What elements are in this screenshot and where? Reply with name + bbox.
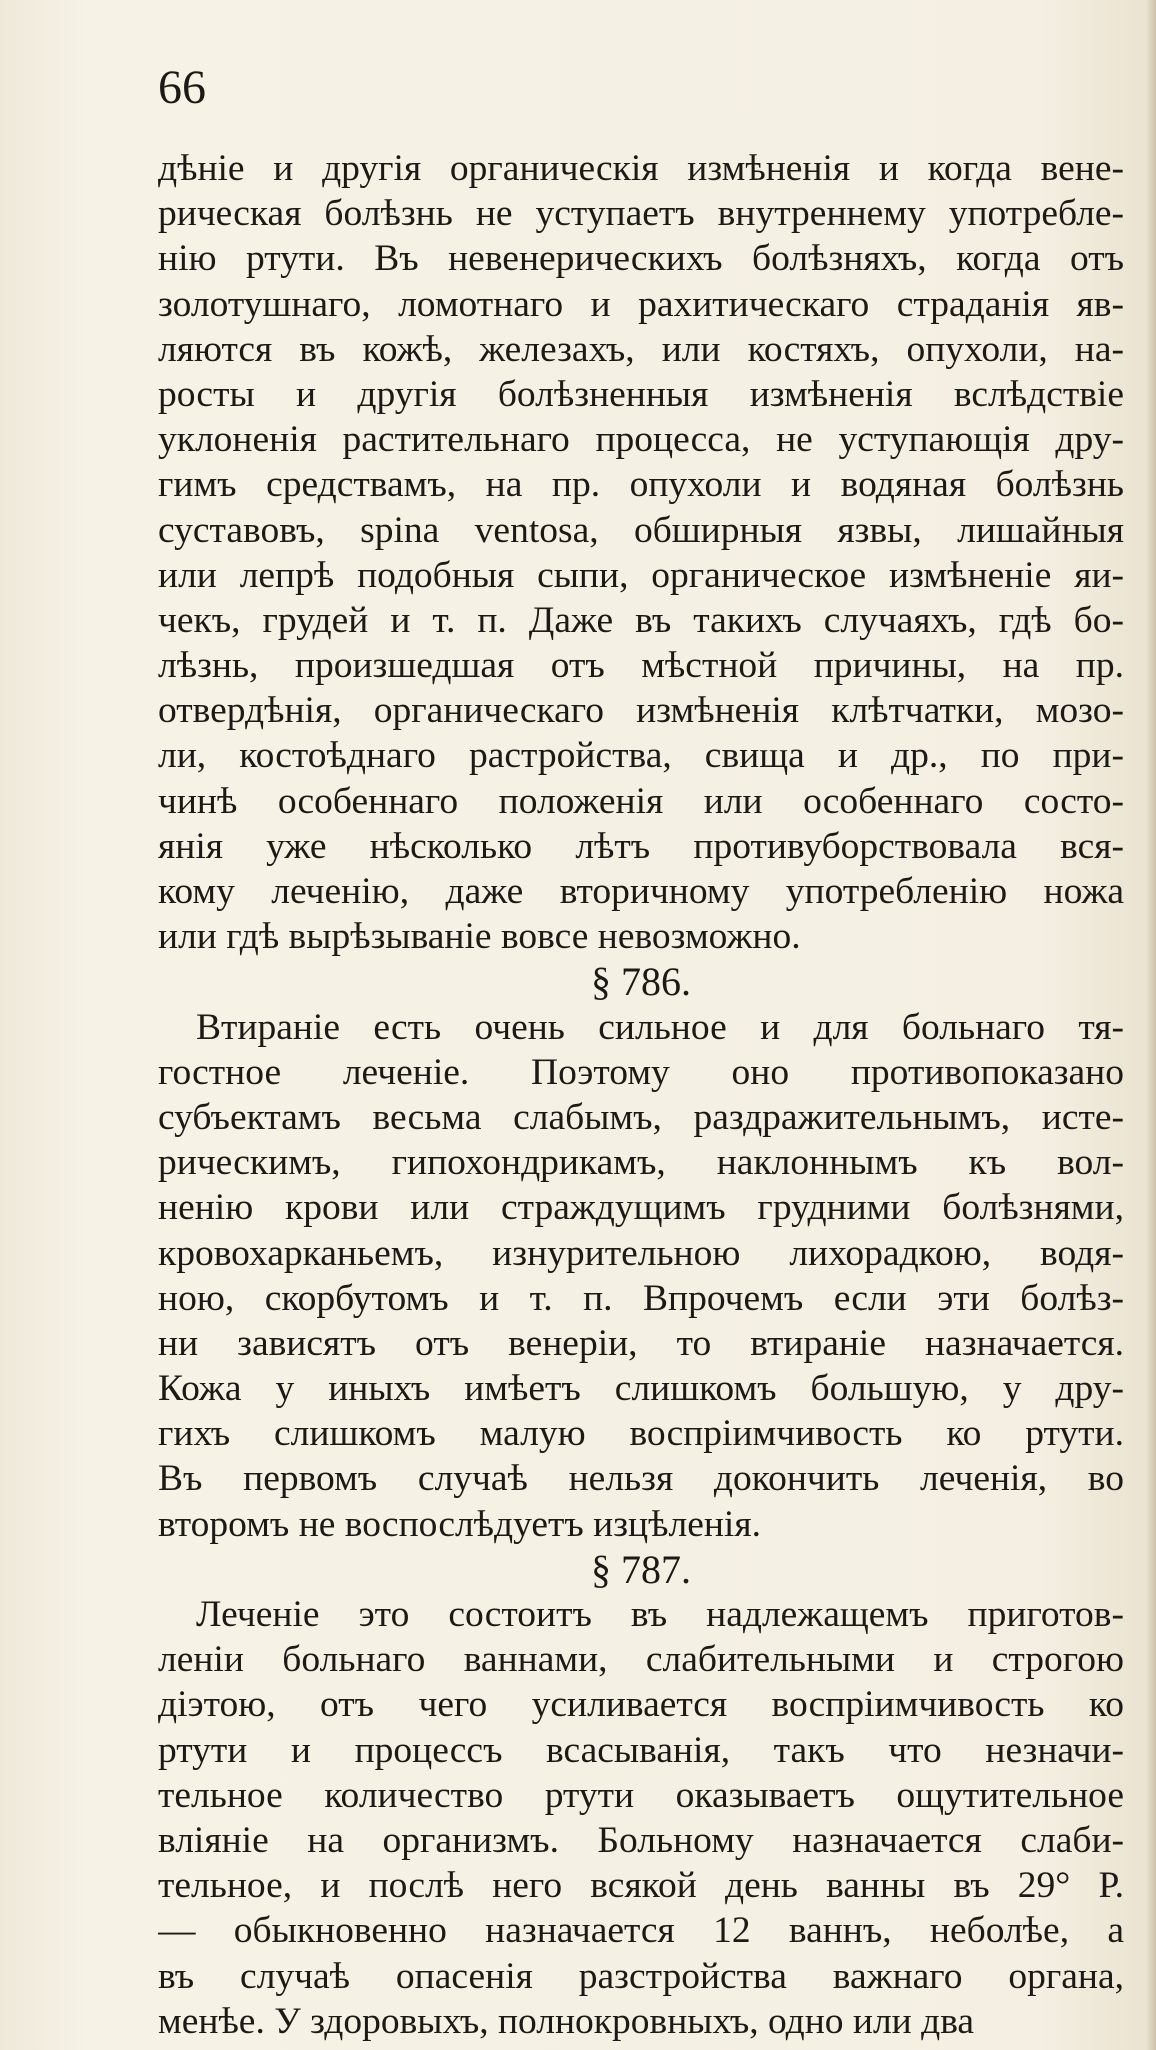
- text-line: субъектамъ весьма слабымъ, раздражительнымъ, исте-: [158, 1096, 1124, 1138]
- text-line: росты и другія болѣзненныя измѣненія вслѣдствіе: [158, 373, 1124, 415]
- text-line: Леченіе это состоитъ въ надлежащемъ приготов-: [196, 1594, 1124, 1635]
- text-line: уклоненія растительнаго процесса, не уступающія дру-: [158, 419, 1124, 461]
- page-number: 66: [158, 61, 206, 114]
- text-line: Въ первомъ случаѣ нельзя докончить леченія, во: [158, 1458, 1124, 1500]
- text-line: тельное количество ртути оказываетъ ощутительное: [158, 1774, 1124, 1816]
- text-line: или гдѣ вырѣзываніе вовсе невозможно.: [158, 916, 801, 958]
- text-line: рическимъ, гипохондрикамъ, наклоннымъ къ вол-: [158, 1142, 1124, 1184]
- text-line: нію ртути. Въ невенерическихъ болѣзняхъ, когда отъ: [158, 238, 1124, 280]
- text-line: ною, скорбутомъ и т. п. Впрочемъ если эти болѣз-: [158, 1277, 1124, 1319]
- text-line: — обыкновенно назначается 12 ваннъ, неболѣе, а: [158, 1910, 1124, 1952]
- text-line: гостное леченіе. Поэтому оно противопоказано: [158, 1051, 1124, 1093]
- text-line: чекъ, грудей и т. п. Даже въ такихъ случаяхъ, гдѣ бо-: [158, 599, 1124, 641]
- text-line: второмъ не воспослѣдуетъ изцѣленія.: [158, 1503, 761, 1545]
- text-line: лѣзнь, произшедшая отъ мѣстной причины, на пр.: [158, 645, 1124, 687]
- text-line: тельное, и послѣ него всякой день ванны въ 29° Р.: [158, 1865, 1124, 1907]
- text-line: гимъ средствамъ, на пр. опухоли и водяная болѣзнь: [158, 464, 1124, 506]
- section-heading: § 787.: [591, 1546, 691, 1592]
- text-line: кому леченію, даже вторичному употребленію ножа: [158, 871, 1124, 912]
- text-line: ртути и процессъ всасыванія, такъ что незначи-: [158, 1729, 1124, 1771]
- text-line: менѣе. У здоровыхъ, полнокровныхъ, одно или два: [158, 2000, 975, 2042]
- text-line: гихъ слишкомъ малую воспріимчивость ко ртути.: [158, 1413, 1124, 1455]
- text-line: рическая болѣзнь не уступаетъ внутреннему употребле-: [158, 193, 1124, 235]
- text-line: Втираніе есть очень сильное и для больнаго тя-: [196, 1006, 1124, 1048]
- text-line: кровохарканьемъ, изнурительною лихорадкою, водя-: [158, 1232, 1124, 1274]
- text-line: золотушнаго, ломотнаго и рахитическаго страданія яв-: [158, 283, 1124, 325]
- text-line: ли, костоѣднаго растройства, свища и др., по при-: [158, 735, 1124, 777]
- text-line: ни зависятъ отъ венеріи, то втираніе назначается.: [158, 1322, 1124, 1364]
- text-line: діэтою, отъ чего усиливается воспріимчивость ко: [158, 1684, 1124, 1726]
- text-line: янія уже нѣсколько лѣтъ противуборствовала вся-: [158, 825, 1124, 867]
- text-line: въ случаѣ опасенія разстройства важнаго органа,: [158, 1955, 1124, 1997]
- text-line: чинѣ особеннаго положенія или особеннаго состо-: [158, 780, 1124, 822]
- text-line: ляются въ кожѣ, железахъ, или костяхъ, опухоли, на-: [158, 328, 1124, 370]
- section-heading: § 786.: [591, 959, 691, 1005]
- text-line: или лепрѣ подобныя сыпи, органическое измѣненіе яи-: [158, 554, 1124, 596]
- text-line: Кожа у иныхъ имѣетъ слишкомъ большую, у дру-: [158, 1368, 1124, 1410]
- text-line: дѣніе и другія органическія измѣненія и когда вене-: [158, 148, 1124, 189]
- body-text: [158, 146, 1124, 2044]
- text-line: ненію крови или страждущимъ грудними болѣзнями,: [158, 1187, 1124, 1229]
- text-line: суставовъ, spina ventosa, обширныя язвы, лишайныя: [158, 509, 1124, 551]
- text-line: отвердѣнія, органическаго измѣненія клѣтчатки, мозо-: [158, 690, 1124, 732]
- text-line: вліяніе на организмъ. Больному назначается слаби-: [158, 1819, 1124, 1861]
- text-line: леніи больнаго ваннами, слабительными и строгою: [158, 1639, 1124, 1681]
- page-edge-shadow: [1146, 0, 1156, 2050]
